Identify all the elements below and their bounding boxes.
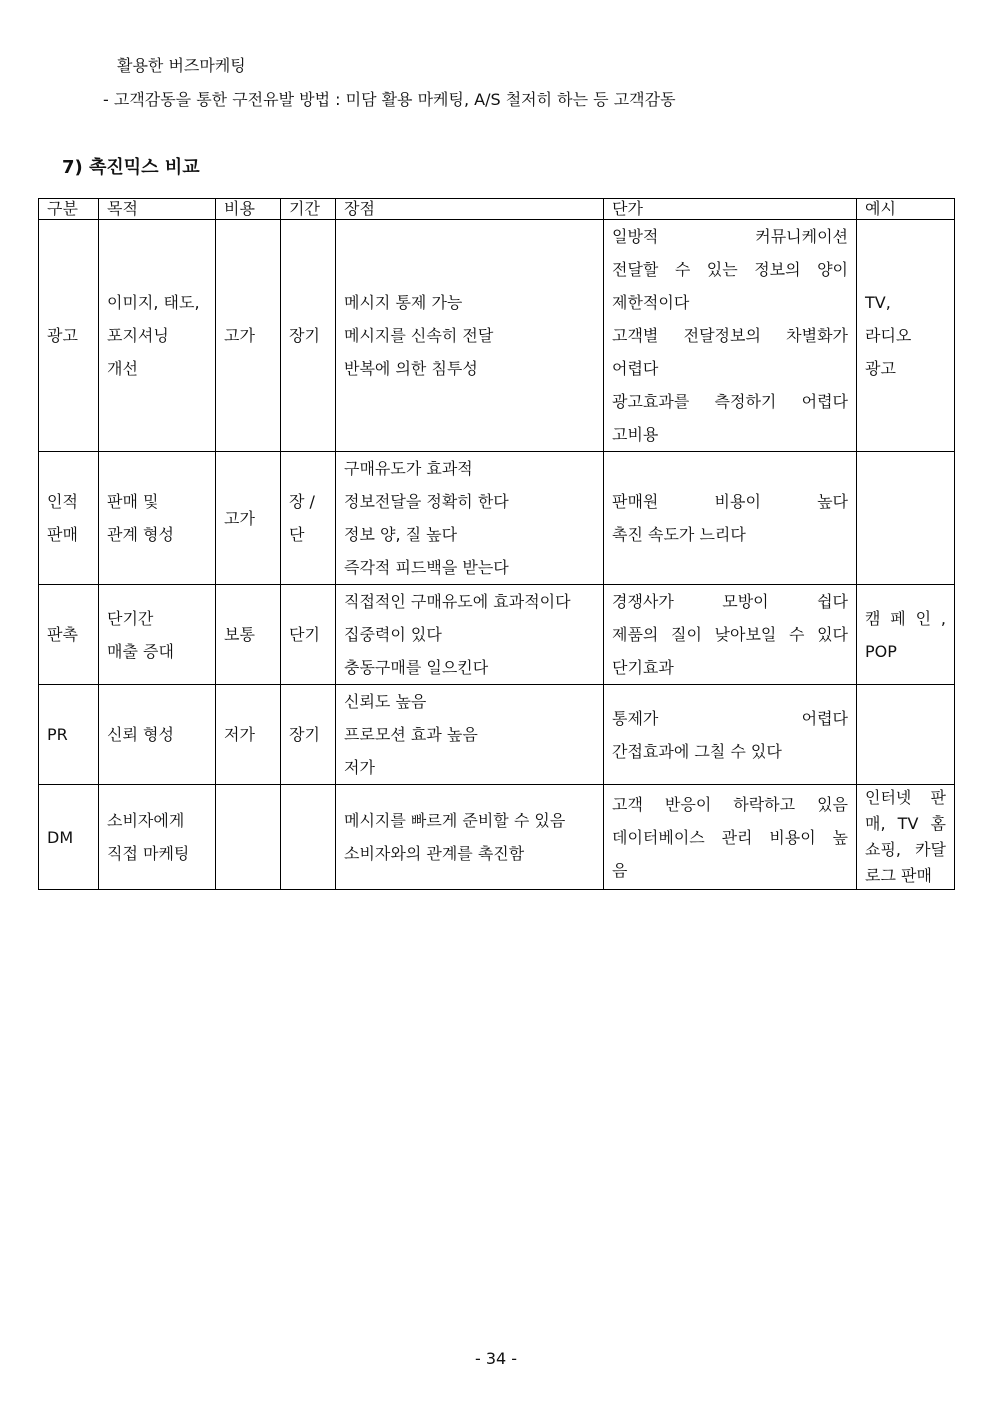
cell-line: 고비용 — [612, 425, 659, 444]
table-row — [39, 785, 955, 890]
header-purpose: 목적 — [99, 199, 216, 220]
cell-purpose — [99, 452, 216, 585]
cell-line: 신뢰도 높음 — [344, 692, 427, 711]
cell-period — [281, 220, 336, 452]
cell-line: 저가 — [224, 725, 255, 744]
cell-line: 인적 — [47, 492, 78, 511]
cell-purpose — [99, 685, 216, 785]
cell-line: 경쟁사가 모방이 쉽다 — [612, 592, 848, 611]
cell-line: 장 / — [289, 492, 315, 511]
cell-disadvantages — [604, 685, 857, 785]
cell-line: 장기 — [289, 326, 320, 345]
cell-disadvantages — [604, 585, 857, 685]
cell-line: 제한적이다 — [612, 293, 690, 312]
header-period: 기간 — [281, 199, 336, 220]
cell-category — [39, 220, 99, 452]
cell-purpose — [99, 785, 216, 890]
cell-line: 신뢰 형성 — [107, 725, 174, 744]
cell-line: 즉각적 피드백을 받는다 — [344, 558, 509, 577]
cell-line: 단기효과 — [612, 658, 674, 677]
header-category: 구분 — [39, 199, 99, 220]
cell-line: 직접적인 구매유도에 효과적이다 — [344, 592, 571, 611]
cell-line: 메시지 통제 가능 — [344, 293, 463, 312]
header-disadvantages: 단가 — [604, 199, 857, 220]
cell-advantages — [336, 685, 604, 785]
cell-category — [39, 585, 99, 685]
cell-line: 메시지를 신속히 전달 — [344, 326, 494, 345]
header-cost: 비용 — [216, 199, 281, 220]
cell-purpose — [99, 585, 216, 685]
table-row — [39, 220, 955, 452]
cell-disadvantages — [604, 452, 857, 585]
cell-category — [39, 685, 99, 785]
cell-examples — [857, 220, 955, 452]
cell-advantages — [336, 220, 604, 452]
cell-line: 장기 — [289, 725, 320, 744]
cell-period — [281, 785, 336, 890]
intro-line-2: - 고객감동을 통한 구전유발 방법 : 미담 활용 마케팅, A/S 철저히 하는 등 고객감동 — [103, 90, 676, 109]
cell-line: 단기간 — [107, 608, 154, 628]
cell-line: 포지셔닝 — [107, 326, 169, 345]
cell-line: PR — [47, 725, 68, 744]
cell-line: 충동구매를 일으킨다 — [344, 658, 489, 677]
cell-line: 프로모션 효과 높음 — [344, 725, 478, 744]
cell-cost — [216, 685, 281, 785]
cell-examples — [857, 452, 955, 585]
promotion-mix-table — [38, 198, 955, 890]
section-heading: 7) 촉진믹스 비교 — [62, 157, 200, 178]
cell-cost — [216, 220, 281, 452]
cell-line: 집중력이 있다 — [344, 625, 442, 644]
cell-line: 판매 및 — [107, 492, 159, 511]
cell-line: 이미지, 태도, — [107, 293, 200, 312]
cell-advantages — [336, 585, 604, 685]
header-examples: 예시 — [857, 199, 955, 220]
cell-line: 캠 페 인 , — [865, 608, 946, 628]
cell-period — [281, 585, 336, 685]
cell-line: 일방적 커뮤니케이션 — [612, 227, 848, 246]
cell-examples — [857, 785, 955, 890]
table-row — [39, 452, 955, 585]
cell-line: 어렵다 — [612, 359, 659, 378]
cell-disadvantages — [604, 220, 857, 452]
cell-line: 반복에 의한 침투성 — [344, 359, 478, 378]
cell-line: 고가 — [224, 326, 255, 345]
cell-line: 통제가 어렵다 — [612, 708, 848, 728]
table-body — [39, 220, 955, 890]
cell-line: 매, TV 홈 — [865, 814, 946, 833]
cell-line: 판매원 비용이 높다 — [612, 492, 848, 511]
cell-line: 구매유도가 효과적 — [344, 459, 473, 478]
cell-examples — [857, 585, 955, 685]
cell-period — [281, 685, 336, 785]
cell-line: 전달할 수 있는 정보의 양이 — [612, 260, 848, 279]
cell-line: 간접효과에 그칠 수 있다 — [612, 741, 782, 761]
cell-disadvantages — [604, 785, 857, 890]
cell-line: 광고 — [47, 326, 78, 345]
cell-line: 관계 형성 — [107, 525, 174, 544]
cell-line: 제품의 질이 낮아보일 수 있다 — [612, 625, 848, 644]
cell-line: 쇼핑, 카달 — [865, 840, 946, 859]
cell-category — [39, 452, 99, 585]
cell-cost — [216, 452, 281, 585]
table-row — [39, 685, 955, 785]
cell-line: 로그 판매 — [865, 866, 932, 885]
cell-line: 개선 — [107, 359, 138, 378]
cell-line: 단 — [289, 525, 305, 544]
cell-examples — [857, 685, 955, 785]
cell-purpose — [99, 220, 216, 452]
cell-line: 보통 — [224, 625, 255, 644]
cell-line: 촉진 속도가 느리다 — [612, 525, 746, 544]
cell-line: 판촉 — [47, 625, 78, 644]
cell-line: DM — [47, 827, 74, 847]
cell-line: 직접 마케팅 — [107, 844, 190, 863]
cell-line: 정보 양, 질 높다 — [344, 525, 458, 544]
cell-line: 소비자와의 관계를 촉진함 — [344, 844, 525, 863]
cell-line: 판매 — [47, 525, 78, 544]
cell-advantages — [336, 452, 604, 585]
header-advantages: 장점 — [336, 199, 604, 220]
cell-advantages — [336, 785, 604, 890]
cell-line: 고객 반응이 하락하고 있음 — [612, 794, 848, 814]
cell-period — [281, 452, 336, 585]
cell-line: 인터넷 판 — [865, 788, 946, 807]
table-header-row — [39, 199, 955, 220]
cell-line: 광고효과를 측정하기 어렵다 — [612, 392, 848, 411]
cell-line: 고객별 전달정보의 차별화가 — [612, 326, 848, 345]
cell-line: 매출 증대 — [107, 641, 174, 661]
cell-line: 저가 — [344, 758, 375, 777]
cell-line: 고가 — [224, 508, 255, 528]
cell-line: 단기 — [289, 625, 320, 644]
cell-line: 메시지를 빠르게 준비할 수 있음 — [344, 811, 566, 830]
page-number: - 34 - — [474, 1349, 518, 1368]
cell-line: 음 — [612, 860, 628, 880]
table-row — [39, 585, 955, 685]
cell-category — [39, 785, 99, 890]
cell-line: 라디오 — [865, 326, 912, 345]
cell-line: 소비자에게 — [107, 811, 185, 830]
cell-cost — [216, 585, 281, 685]
cell-line: 데이터베이스 관리 비용이 높 — [612, 827, 848, 847]
cell-line: POP — [865, 641, 897, 661]
intro-line-1: 활용한 버즈마케팅 — [117, 56, 246, 75]
cell-line: TV, — [865, 293, 891, 312]
cell-line: 정보전달을 정확히 한다 — [344, 492, 509, 511]
cell-line: 광고 — [865, 359, 896, 378]
cell-cost — [216, 785, 281, 890]
